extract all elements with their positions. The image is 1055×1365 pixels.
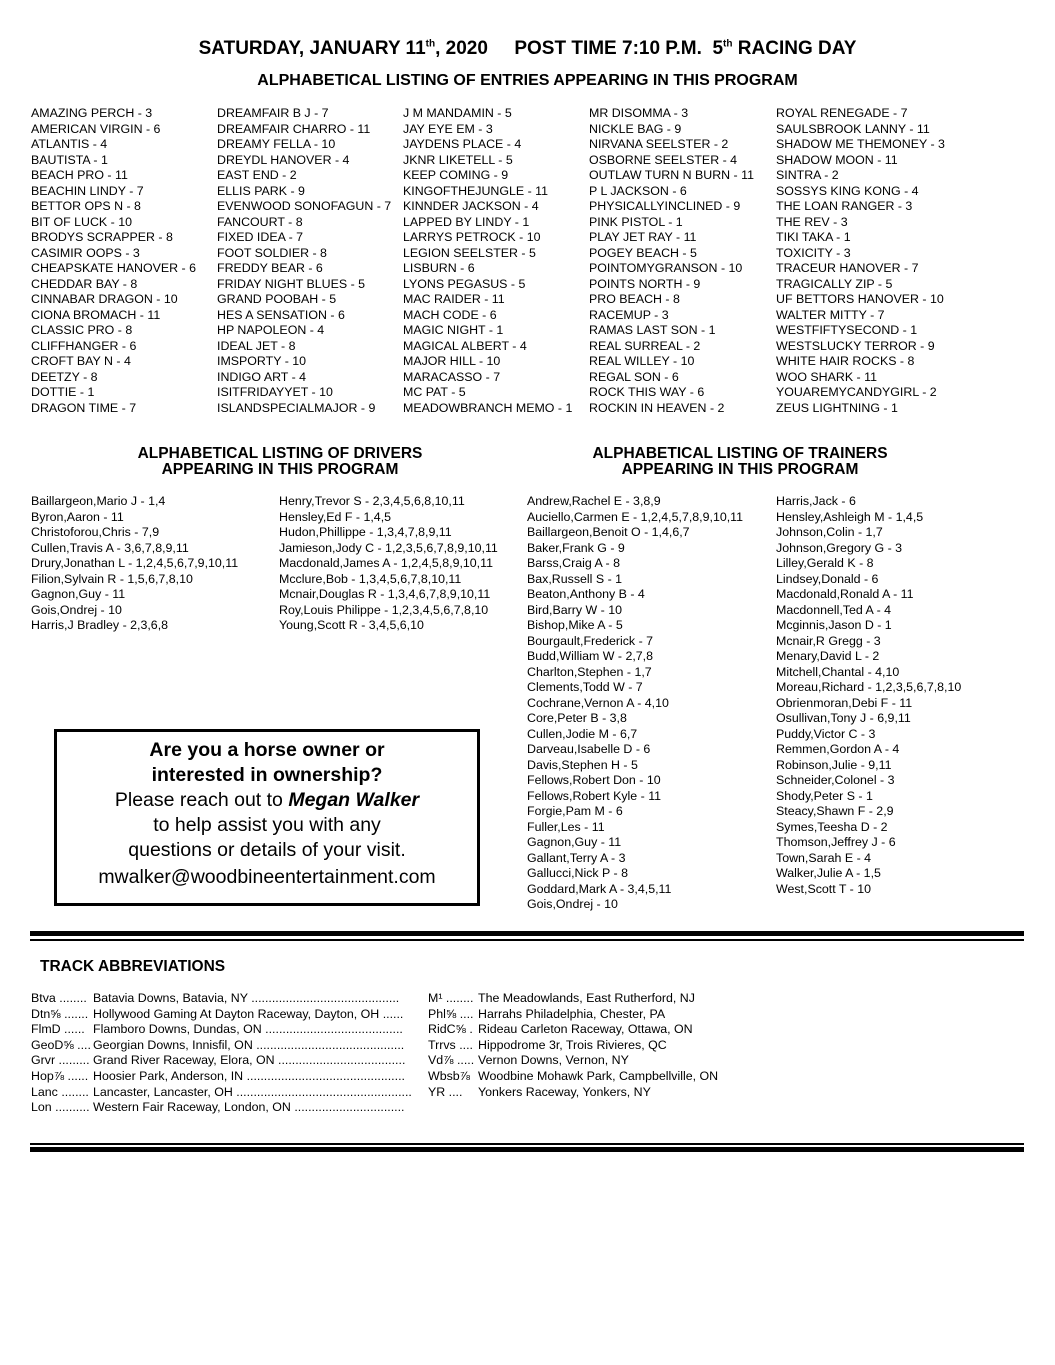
track-name: Yonkers Raceway, Yonkers, NY: [478, 1084, 651, 1099]
entry-item: MARACASSO - 7: [403, 369, 501, 384]
entry-item: HES A SENSATION - 6: [217, 307, 345, 322]
trainer-item: Town,Sarah E - 4: [776, 850, 872, 865]
entry-item: THE REV - 3: [776, 214, 848, 229]
entry-item: ROYAL RENEGADE - 7: [776, 106, 908, 120]
entries-column-2: [217, 106, 391, 416]
entry-item: CLIFFHANGER - 6: [31, 338, 137, 353]
entry-item: TRACEUR HANOVER - 7: [776, 261, 919, 275]
trainer-item: Baillargeon,Benoit O - 1,4,6,7: [527, 525, 690, 539]
entry-item: INDIGO ART - 4: [217, 369, 307, 384]
trainer-item: Shody,Peter S - 1: [776, 788, 873, 803]
entry-item: DOTTIE - 1: [31, 385, 95, 399]
driver-item: Jamieson,Jody C - 1,2,3,5,6,7,8,9,10,11: [279, 540, 498, 555]
entry-item: CLASSIC PRO - 8: [31, 323, 133, 337]
trainer-item: Charlton,Stephen - 1,7: [527, 664, 652, 679]
entries-heading: ALPHABETICAL LISTING OF ENTRIES APPEARING IN THIS PROGRAM: [257, 72, 798, 89]
trainer-item: Bishop,Mike A - 5: [527, 618, 623, 632]
track-row: [31, 1038, 431, 1054]
track-name: Hoosier Park, Anderson, IN ..............................................: [93, 1068, 405, 1083]
driver-item: Macdonald,James A - 1,2,4,5,8,9,10,11: [279, 556, 493, 570]
entry-item: MAJOR HILL - 10: [403, 354, 501, 368]
track-abbr: Wbsb⅞: [428, 1068, 471, 1083]
trainer-item: Obrienmoran,Debi F - 11: [776, 695, 913, 710]
entry-item: YOUAREMYCANDYGIRL - 2: [776, 385, 937, 399]
track-row: [31, 1100, 431, 1116]
entries-column-5: [776, 106, 945, 416]
trainer-item: Davis,Stephen H - 5: [527, 757, 638, 772]
entry-item: WESTSLUCKY TERROR - 9: [776, 338, 935, 353]
trainer-item: Thomson,Jeffrey J - 6: [776, 835, 896, 849]
trainer-item: Gois,Ondrej - 10: [527, 897, 618, 911]
trainer-item: Bourgault,Frederick - 7: [527, 633, 654, 648]
entry-item: SHADOW MOON - 11: [776, 152, 898, 167]
entry-item: P L JACKSON - 6: [589, 183, 687, 198]
entry-item: FANCOURT - 8: [217, 214, 303, 229]
entry-item: CHEDDAR BAY - 8: [31, 276, 138, 291]
entry-item: POINTOMYGRANSON - 10: [589, 261, 743, 275]
promo-line: to help assist you with any: [153, 814, 381, 836]
trainer-item: Moreau,Richard - 1,2,3,5,6,7,8,10: [776, 680, 962, 694]
track-name: Georgian Downs, Innisfil, ON ...........................................: [93, 1037, 405, 1052]
track-name: Flamboro Downs, Dundas, ON ........................................: [93, 1022, 403, 1037]
entry-item: JAYDENS PLACE - 4: [403, 137, 522, 151]
track-row: [428, 1022, 828, 1038]
entry-item: KEEP COMING - 9: [403, 168, 509, 182]
driver-item: Harris,J Bradley - 2,3,6,8: [31, 618, 169, 632]
trainer-item: Andrew,Rachel E - 3,8,9: [527, 494, 661, 508]
trainer-item: Johnson,Gregory G - 3: [776, 540, 903, 555]
track-list-left: [31, 991, 431, 1116]
entry-item: OSBORNE SEELSTER - 4: [589, 152, 738, 167]
entry-item: IDEAL JET - 8: [217, 338, 296, 353]
trainer-item: Remmen,Gordon A - 4: [776, 742, 900, 756]
track-row: [428, 1069, 828, 1085]
entry-item: OUTLAW TURN N BURN - 11: [589, 168, 754, 182]
promo-line: questions or details of your visit.: [128, 839, 406, 861]
driver-item: Christoforou,Chris - 7,9: [31, 525, 160, 539]
trainers-heading: ALPHABETICAL LISTING OF TRAINERS APPEARING IN THIS PROGRAM: [592, 445, 888, 478]
entry-item: WHITE HAIR ROCKS - 8: [776, 354, 915, 368]
trainer-item: Mcnair,R Gregg - 3: [776, 633, 881, 648]
entry-item: PLAY JET RAY - 11: [589, 230, 697, 244]
track-abbr: Phl⅝ ....: [428, 1006, 474, 1021]
trainer-item: Cochrane,Vernon A - 4,10: [527, 695, 669, 710]
entries-column-3: [403, 106, 572, 416]
divider-thick: [30, 931, 1024, 936]
track-name: Harrahs Philadelphia, Chester, PA: [478, 1006, 666, 1021]
trainer-item: Macdonnell,Ted A - 4: [776, 602, 892, 617]
track-abbr: Hop⅞ ......: [31, 1068, 89, 1083]
track-abbreviations-title: TRACK ABBREVIATIONS: [40, 958, 226, 975]
entry-item: NIRVANA SEELSTER - 2: [589, 137, 729, 151]
entry-item: KINNDER JACKSON - 4: [403, 199, 539, 213]
driver-item: Filion,Sylvain R - 1,5,6,7,8,10: [31, 571, 193, 586]
entry-item: ROCK THIS WAY - 6: [589, 385, 705, 399]
entry-item: WALTER MITTY - 7: [776, 307, 885, 322]
entry-item: LAPPED BY LINDY - 1: [403, 214, 530, 229]
promo-email[interactable]: mwalker@woodbineentertainment.com: [98, 866, 436, 888]
trainer-item: Gallant,Terry A - 3: [527, 850, 626, 865]
trainer-item: Core,Peter B - 3,8: [527, 711, 627, 725]
entry-item: TIKI TAKA - 1: [776, 230, 851, 244]
trainer-item: Lilley,Gerald K - 8: [776, 556, 874, 570]
entry-item: JAY EYE EM - 3: [403, 121, 493, 136]
entry-item: MEADOWBRANCH MEMO - 1: [403, 400, 573, 415]
entry-item: CHEAPSKATE HANOVER - 6: [31, 261, 197, 275]
trainer-item: Forgie,Pam M - 6: [527, 804, 623, 818]
entry-item: ZEUS LIGHTNING - 1: [776, 400, 898, 415]
entry-item: DREAMFAIR CHARRO - 11: [217, 121, 371, 136]
track-abbr: RidC⅝ .: [428, 1022, 473, 1037]
driver-item: Henry,Trevor S - 2,3,4,5,6,8,10,11: [279, 494, 465, 508]
entry-item: BEACHIN LINDY - 7: [31, 183, 144, 198]
trainer-item: Bax,Russell S - 1: [527, 571, 623, 586]
trainers-column-2: [776, 494, 961, 897]
entry-item: NICKLE BAG - 9: [589, 121, 682, 136]
track-name: Western Fair Raceway, London, ON ................................: [93, 1100, 405, 1115]
trainer-item: West,Scott T - 10: [776, 881, 872, 896]
entry-item: TRAGICALLY ZIP - 5: [776, 276, 893, 291]
entry-item: LEGION SEELSTER - 5: [403, 245, 536, 260]
track-abbr: Vd⅞ .....: [428, 1053, 475, 1068]
entry-item: AMERICAN VIRGIN - 6: [31, 121, 161, 136]
trainer-item: Puddy,Victor C - 3: [776, 726, 876, 741]
entry-item: LARRYS PETROCK - 10: [403, 230, 541, 244]
entry-item: REGAL SON - 6: [589, 369, 679, 384]
trainer-item: Goddard,Mark A - 3,4,5,11: [527, 881, 672, 896]
drivers-heading: ALPHABETICAL LISTING OF DRIVERS APPEARING IN THIS PROGRAM: [137, 445, 423, 478]
driver-item: Young,Scott R - 3,4,5,6,10: [279, 618, 424, 632]
trainer-item: Bird,Barry W - 10: [527, 602, 623, 617]
entry-item: FIXED IDEA - 7: [217, 230, 304, 244]
track-row: [428, 1053, 828, 1069]
entry-item: MACH CODE - 6: [403, 307, 497, 322]
entry-item: BETTOR OPS N - 8: [31, 199, 141, 213]
driver-item: Gagnon,Guy - 11: [31, 587, 126, 601]
entry-item: RAMAS LAST SON - 1: [589, 323, 716, 337]
entry-item: EVENWOOD SONOFAGUN - 7: [217, 199, 392, 213]
track-abbr: Dtn⅝ .......: [31, 1006, 89, 1021]
entry-item: ATLANTIS - 4: [31, 137, 108, 151]
entry-item: PRO BEACH - 8: [589, 292, 680, 306]
trainer-item: Menary,David L - 2: [776, 649, 880, 663]
trainer-item: Robinson,Julie - 9,11: [776, 757, 892, 772]
entry-item: LISBURN - 6: [403, 261, 475, 275]
track-row: [31, 1085, 431, 1101]
entry-item: MAC RAIDER - 11: [403, 292, 505, 306]
trainer-item: Darveau,Isabelle D - 6: [527, 742, 651, 756]
trainer-item: Lindsey,Donald - 6: [776, 571, 879, 586]
trainer-item: Fellows,Robert Don - 10: [527, 773, 661, 787]
entry-item: FRIDAY NIGHT BLUES - 5: [217, 276, 366, 291]
entry-item: BRODYS SCRAPPER - 8: [31, 230, 173, 244]
divider-thick: [30, 1147, 1024, 1152]
trainer-item: Schneider,Colonel - 3: [776, 773, 895, 787]
entry-item: CINNABAR DRAGON - 10: [31, 292, 178, 306]
entry-item: MAGICAL ALBERT - 4: [403, 338, 527, 353]
promo-line: Please reach out to Megan Walker: [114, 789, 420, 811]
track-name: Batavia Downs, Batavia, NY ...........................................: [93, 991, 400, 1005]
track-abbr: Trrvs ....: [428, 1037, 473, 1052]
entry-item: FREDDY BEAR - 6: [217, 261, 323, 275]
track-name: Vernon Downs, Vernon, NY: [478, 1053, 629, 1068]
track-list-right: [428, 991, 828, 1100]
entry-item: DEETZY - 8: [31, 369, 98, 384]
driver-item: Hensley,Ed F - 1,4,5: [279, 509, 392, 524]
track-abbr: M¹ ........: [428, 991, 474, 1005]
entry-item: AMAZING PERCH - 3: [31, 106, 153, 120]
track-row: [428, 1007, 828, 1023]
trainer-item: Osullivan,Tony J - 6,9,11: [776, 711, 911, 725]
track-abbr: FlmD ......: [31, 1022, 85, 1037]
driver-item: Hudon,Phillippe - 1,3,4,7,8,9,11: [279, 525, 452, 539]
entry-item: WESTFIFTYSECOND - 1: [776, 323, 918, 337]
entry-item: JKNR LIKETELL - 5: [403, 152, 513, 167]
trainer-item: Budd,William W - 2,7,8: [527, 649, 654, 663]
entry-item: ELLIS PARK - 9: [217, 183, 305, 198]
entry-item: SINTRA - 2: [776, 168, 839, 182]
track-row: [31, 991, 431, 1007]
track-abbr: YR ....: [428, 1084, 463, 1099]
entry-item: CIONA BROMACH - 11: [31, 307, 161, 322]
entries-column-1: [31, 106, 196, 416]
track-name: The Meadowlands, East Rutherford, NJ: [478, 991, 695, 1005]
entry-item: SAULSBROOK LANNY - 11: [776, 121, 930, 136]
track-row: [428, 1085, 828, 1101]
entry-item: POINTS NORTH - 9: [589, 276, 701, 291]
entry-item: GRAND POOBAH - 5: [217, 292, 337, 306]
driver-item: Baillargeon,Mario J - 1,4: [31, 494, 166, 508]
entry-item: BIT OF LUCK - 10: [31, 214, 132, 229]
track-row: [428, 991, 828, 1007]
ownership-promo-box: [54, 729, 480, 906]
driver-item: Mcclure,Bob - 1,3,4,5,6,7,8,10,11: [279, 571, 462, 586]
entry-item: CASIMIR OOPS - 3: [31, 245, 140, 260]
driver-item: Roy,Louis Philippe - 1,2,3,4,5,6,7,8,10: [279, 602, 489, 617]
entry-item: WOO SHARK - 11: [776, 369, 877, 384]
entry-item: REAL WILLEY - 10: [589, 354, 695, 368]
driver-item: Cullen,Travis A - 3,6,7,8,9,11: [31, 540, 189, 555]
trainer-item: Mitchell,Chantal - 4,10: [776, 664, 900, 679]
trainer-item: Steacy,Shawn F - 2,9: [776, 804, 894, 818]
divider-thin: [30, 1143, 1024, 1145]
entry-item: PHYSICALLYINCLINED - 9: [589, 199, 741, 213]
entry-item: MC PAT - 5: [403, 385, 466, 399]
entry-item: ISITFRIDAYYET - 10: [217, 385, 333, 399]
entry-item: HP NAPOLEON - 4: [217, 323, 325, 337]
track-name: Woodbine Mohawk Park, Campbellville, ON: [478, 1068, 719, 1083]
entry-item: DREAMFAIR B J - 7: [217, 106, 329, 120]
trainer-item: Harris,Jack - 6: [776, 494, 856, 508]
drivers-column-2: [279, 494, 498, 634]
trainer-item: Barss,Craig A - 8: [527, 556, 620, 570]
entry-item: ISLANDSPECIALMAJOR - 9: [217, 400, 376, 415]
driver-item: Drury,Jonathan L - 1,2,4,5,6,7,9,10,11: [31, 556, 239, 570]
track-row: [31, 1069, 431, 1085]
entry-item: POGEY BEACH - 5: [589, 245, 697, 260]
track-row: [31, 1053, 431, 1069]
trainer-item: Walker,Julie A - 1,5: [776, 866, 881, 880]
track-abbr: Lanc ........: [31, 1084, 89, 1099]
track-name: Hollywood Gaming At Dayton Raceway, Dayton, OH ......: [93, 1006, 404, 1021]
entry-item: TOXICITY - 3: [776, 245, 851, 260]
entry-item: PINK PISTOL - 1: [589, 214, 683, 229]
entry-item: BAUTISTA - 1: [31, 152, 108, 167]
trainer-item: Gagnon,Guy - 11: [527, 835, 622, 849]
entry-item: MAGIC NIGHT - 1: [403, 323, 504, 337]
entry-item: SOSSYS KING KONG - 4: [776, 183, 919, 198]
entry-item: SHADOW ME THEMONEY - 3: [776, 137, 945, 151]
track-name: Lancaster, Lancaster, OH ...................................................: [93, 1084, 412, 1099]
trainer-item: Macdonald,Ronald A - 11: [776, 587, 914, 601]
track-abbr: Lon ..........: [31, 1100, 90, 1115]
contact-name: Megan Walker: [288, 789, 420, 811]
track-name: Grand River Raceway, Elora, ON .....................................: [93, 1053, 406, 1068]
track-abbr: GeoD⅝ ....: [31, 1037, 91, 1052]
trainer-item: Baker,Frank G - 9: [527, 540, 625, 555]
trainer-item: Clements,Todd W - 7: [527, 680, 643, 694]
trainer-item: Hensley,Ashleigh M - 1,4,5: [776, 509, 924, 524]
track-name: Rideau Carleton Raceway, Ottawa, ON: [478, 1022, 693, 1037]
track-abbr: Btva ........: [31, 991, 87, 1005]
promo-line: interested in ownership?: [151, 764, 383, 786]
promo-line: Are you a horse owner or: [149, 739, 385, 761]
entry-item: CROFT BAY N - 4: [31, 354, 131, 368]
entry-item: THE LOAN RANGER - 3: [776, 199, 913, 213]
entry-item: DREYDL HANOVER - 4: [217, 152, 350, 167]
divider-thin: [30, 939, 1024, 941]
track-row: [31, 1022, 431, 1038]
trainer-item: Auciello,Carmen E - 1,2,4,5,7,8,9,10,11: [527, 509, 744, 524]
entry-item: IMSPORTY - 10: [217, 354, 307, 368]
trainer-item: Fellows,Robert Kyle - 11: [527, 788, 662, 803]
driver-item: Mcnair,Douglas R - 1,3,4,6,7,8,9,10,11: [279, 587, 491, 601]
entry-item: KINGOFTHEJUNGLE - 11: [403, 183, 549, 198]
entry-item: MR DISOMMA - 3: [589, 106, 689, 120]
trainer-item: Beaton,Anthony B - 4: [527, 587, 645, 601]
entries-column-4: [589, 106, 754, 416]
trainer-item: Fuller,Les - 11: [527, 819, 605, 834]
entry-item: FOOT SOLDIER - 8: [217, 245, 327, 260]
track-row: [31, 1007, 431, 1023]
trainer-item: Mcginnis,Jason D - 1: [776, 618, 892, 632]
entry-item: DREAMY FELLA - 10: [217, 137, 336, 151]
entry-item: UF BETTORS HANOVER - 10: [776, 292, 944, 306]
track-row: [428, 1038, 828, 1054]
track-abbr: Grvr .........: [31, 1053, 90, 1068]
track-name: Hippodrome 3r, Trois Rivieres, QC: [478, 1037, 667, 1052]
entry-item: J M MANDAMIN - 5: [403, 106, 512, 120]
entry-item: DRAGON TIME - 7: [31, 400, 137, 415]
entry-item: BEACH PRO - 11: [31, 168, 128, 182]
driver-item: Byron,Aaron - 11: [31, 509, 124, 524]
entry-item: REAL SURREAL - 2: [589, 338, 701, 353]
entry-item: LYONS PEGASUS - 5: [403, 276, 526, 291]
drivers-column-1: [31, 494, 238, 634]
driver-item: Gois,Ondrej - 10: [31, 602, 122, 617]
entry-item: RACEMUP - 3: [589, 307, 669, 322]
trainers-column-1: [527, 494, 743, 913]
trainer-item: Johnson,Colin - 1,7: [776, 525, 883, 539]
page-title: SATURDAY, JANUARY 11th, 2020 POST TIME 7:10 P.M. 5th RACING DAY: [198, 38, 857, 59]
entry-item: ROCKIN IN HEAVEN - 2: [589, 400, 725, 415]
trainer-item: Symes,Teesha D - 2: [776, 819, 888, 834]
entry-item: EAST END - 2: [217, 168, 297, 182]
trainer-item: Gallucci,Nick P - 8: [527, 866, 628, 880]
trainer-item: Cullen,Jodie M - 6,7: [527, 726, 638, 741]
